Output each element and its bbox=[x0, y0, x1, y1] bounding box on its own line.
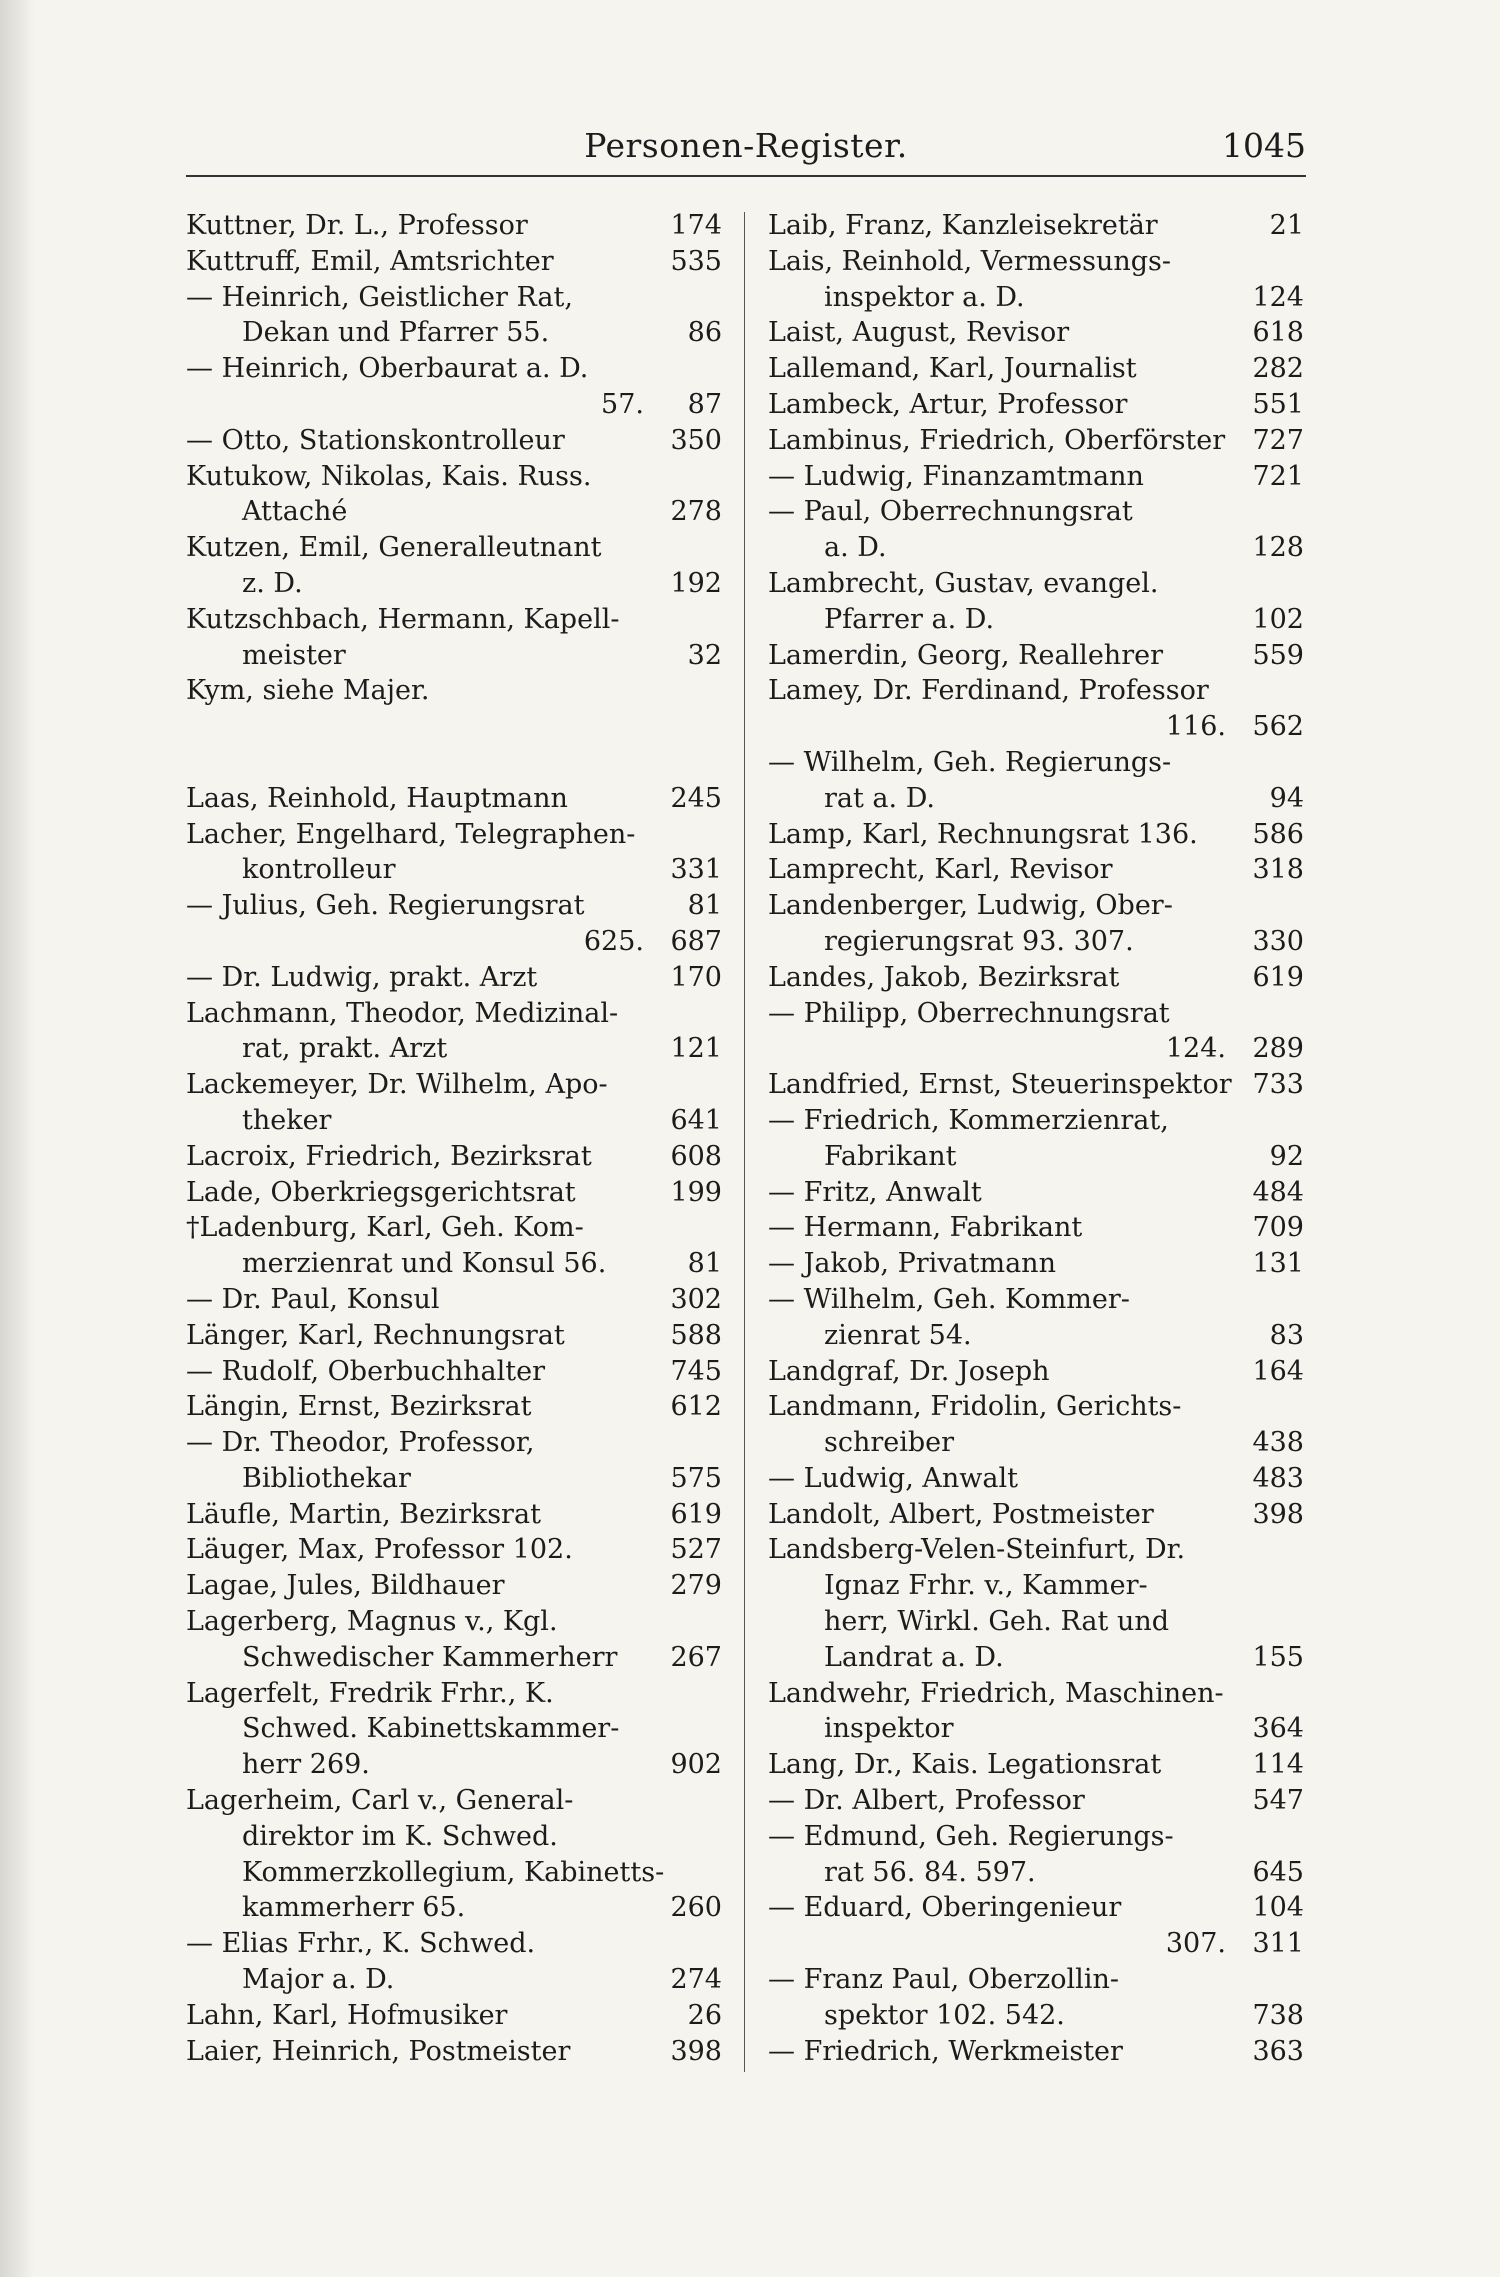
entry-page-ref: 164 bbox=[1252, 1355, 1304, 1387]
entry-text: Kutzschbach, Hermann, Kapell- bbox=[186, 603, 620, 635]
register-entry bbox=[186, 1246, 722, 1282]
register-entry bbox=[186, 1461, 722, 1497]
entry-text: Lackemeyer, Dr. Wilhelm, Apo- bbox=[186, 1069, 608, 1101]
entry-page-ref: 618 bbox=[1252, 317, 1304, 349]
register-entry bbox=[186, 1067, 722, 1103]
register-entry bbox=[768, 387, 1304, 423]
entry-page-ref: 619 bbox=[1252, 961, 1304, 993]
entry-text: direktor im K. Schwed. bbox=[242, 1820, 558, 1852]
page-number: 1045 bbox=[1222, 126, 1306, 165]
register-entry bbox=[186, 1926, 722, 1962]
register-entry bbox=[186, 351, 722, 387]
entry-text: Kuttner, Dr. L., Professor bbox=[186, 210, 528, 241]
register-entry bbox=[186, 1354, 722, 1390]
register-entry bbox=[186, 1210, 722, 1246]
entry-text: — Dr. Ludwig, prakt. Arzt bbox=[186, 961, 538, 993]
register-entry bbox=[768, 1532, 1304, 1568]
entry-text: Kommerzkollegium, Kabinetts- bbox=[242, 1856, 665, 1888]
register-entry bbox=[186, 1890, 722, 1926]
entry-page-ref: 559 bbox=[1252, 639, 1304, 671]
entry-text: Schwed. Kabinettskammer- bbox=[242, 1713, 620, 1745]
entry-page-ref: 641 bbox=[670, 1104, 722, 1136]
register-entry bbox=[186, 423, 722, 459]
entry-text: — Franz Paul, Oberzollin- bbox=[768, 1964, 1119, 1996]
register-entry bbox=[768, 1819, 1304, 1855]
entry-page-ref: 535 bbox=[670, 245, 722, 277]
entry-page-ref: 83 bbox=[1269, 1319, 1304, 1351]
register-entry bbox=[186, 280, 722, 316]
register-entry bbox=[768, 566, 1304, 602]
register-entry bbox=[186, 1747, 722, 1783]
entry-text: — Ludwig, Anwalt bbox=[768, 1462, 1018, 1494]
entry-text: 625. bbox=[583, 925, 644, 957]
entry-page-ref: 608 bbox=[670, 1140, 722, 1172]
entry-text: Lahn, Karl, Hofmusiker bbox=[186, 1999, 508, 2031]
header-rule bbox=[186, 175, 1306, 177]
entry-page-ref: 547 bbox=[1252, 1785, 1304, 1817]
entry-text: z. D. bbox=[242, 567, 303, 599]
entry-page-ref: 282 bbox=[1252, 353, 1304, 385]
register-entry bbox=[186, 1819, 722, 1855]
entry-page-ref: 124 bbox=[1252, 281, 1304, 313]
entry-text: — Julius, Geh. Regierungsrat bbox=[186, 890, 585, 922]
register-entry bbox=[768, 2034, 1304, 2070]
entry-page-ref: 551 bbox=[1252, 388, 1304, 420]
entry-text: herr, Wirkl. Geh. Rat und bbox=[824, 1606, 1170, 1638]
entry-text: — Fritz, Anwalt bbox=[768, 1176, 982, 1208]
entry-text: — Elias Frhr., K. Schwed. bbox=[186, 1928, 536, 1960]
entry-text: Läufle, Martin, Bezirksrat bbox=[186, 1498, 541, 1530]
entry-text: Dekan und Pfarrer 55. bbox=[242, 317, 550, 349]
register-entry bbox=[768, 1354, 1304, 1390]
entry-text: — Dr. Albert, Professor bbox=[768, 1785, 1085, 1817]
register-entry bbox=[186, 1031, 722, 1067]
entry-page-ref: 586 bbox=[1252, 818, 1304, 850]
entry-text: — Paul, Oberrechnungsrat bbox=[768, 496, 1133, 528]
register-entry bbox=[186, 1676, 722, 1712]
register-entry bbox=[768, 1175, 1304, 1211]
register-entry bbox=[186, 1568, 722, 1604]
register-entry bbox=[768, 1926, 1304, 1962]
entry-text: — Philipp, Oberrechnungsrat bbox=[768, 997, 1170, 1029]
entry-text: Bibliothekar bbox=[242, 1462, 411, 1494]
entry-page-ref: 398 bbox=[1252, 1498, 1304, 1530]
entry-page-ref: 330 bbox=[1252, 925, 1304, 957]
register-entry bbox=[768, 852, 1304, 888]
register-entry bbox=[768, 1604, 1304, 1640]
register-entry bbox=[186, 1425, 722, 1461]
entry-text: Fabrikant bbox=[824, 1140, 957, 1172]
entry-page-ref: 902 bbox=[670, 1749, 722, 1781]
register-entry bbox=[768, 530, 1304, 566]
register-entry bbox=[186, 1103, 722, 1139]
register-entry bbox=[768, 1783, 1304, 1819]
register-entry bbox=[186, 1497, 722, 1533]
register-entry bbox=[186, 1318, 722, 1354]
register-entry bbox=[186, 1640, 722, 1676]
entry-text: rat a. D. bbox=[824, 782, 935, 814]
entry-page-ref: 26 bbox=[687, 1999, 722, 2031]
entry-text: Landmann, Fridolin, Gerichts- bbox=[768, 1391, 1182, 1423]
entry-page-ref: 483 bbox=[1252, 1462, 1304, 1494]
entry-text: Lais, Reinhold, Vermessungs- bbox=[768, 245, 1171, 277]
register-entry bbox=[186, 1175, 722, 1211]
entry-text: theker bbox=[242, 1104, 332, 1136]
entry-text: — Wilhelm, Geh. Regierungs- bbox=[768, 746, 1172, 778]
entry-text: a. D. bbox=[824, 532, 887, 564]
entry-page-ref: 192 bbox=[670, 567, 722, 599]
entry-text: — Heinrich, Oberbaurat a. D. bbox=[186, 353, 589, 385]
entry-page-ref: 92 bbox=[1269, 1140, 1304, 1172]
running-title: Personen-Register. bbox=[584, 126, 908, 165]
register-entry bbox=[186, 673, 722, 709]
entry-text: — Eduard, Oberingenieur bbox=[768, 1892, 1122, 1924]
entry-text: merzienrat und Konsul 56. bbox=[242, 1248, 607, 1280]
register-entry bbox=[768, 1890, 1304, 1926]
entry-text: Lamp, Karl, Rechnungsrat 136. bbox=[768, 818, 1198, 850]
entry-text: schreiber bbox=[824, 1427, 955, 1459]
entry-text: Laier, Heinrich, Postmeister bbox=[186, 2035, 571, 2067]
entry-text: Lagerheim, Carl v., General- bbox=[186, 1785, 574, 1817]
register-entry bbox=[768, 602, 1304, 638]
register-entry bbox=[186, 459, 722, 495]
register-entry bbox=[768, 673, 1304, 709]
register-entry bbox=[768, 1103, 1304, 1139]
entry-text: — Edmund, Geh. Regierungs- bbox=[768, 1820, 1174, 1852]
entry-text: Lambrecht, Gustav, evangel. bbox=[768, 567, 1159, 599]
register-entry bbox=[768, 1389, 1304, 1425]
entry-text: Laib, Franz, Kanzleisekretär bbox=[768, 210, 1158, 241]
entry-text: Längin, Ernst, Bezirksrat bbox=[186, 1391, 532, 1423]
register-entry bbox=[768, 1855, 1304, 1891]
entry-text: Lamerdin, Georg, Reallehrer bbox=[768, 639, 1163, 671]
register-entry bbox=[768, 1461, 1304, 1497]
entry-text: Lagerberg, Magnus v., Kgl. bbox=[186, 1606, 558, 1638]
left-column bbox=[186, 208, 722, 2069]
entry-page-ref: 331 bbox=[670, 854, 722, 886]
entry-page-ref: 612 bbox=[670, 1391, 722, 1423]
register-entry bbox=[186, 996, 722, 1032]
entry-text: Lallemand, Karl, Journalist bbox=[768, 353, 1137, 385]
entry-page-ref: 267 bbox=[670, 1641, 722, 1673]
register-entry bbox=[768, 280, 1304, 316]
entry-text: Lambeck, Artur, Professor bbox=[768, 388, 1128, 420]
entry-text: Lagae, Jules, Bildhauer bbox=[186, 1570, 505, 1602]
entry-text: Laas, Reinhold, Hauptmann bbox=[186, 782, 568, 814]
entry-page-ref: 260 bbox=[670, 1892, 722, 1924]
register-entry bbox=[186, 781, 722, 817]
entry-page-ref: 87 bbox=[687, 388, 722, 420]
register-entry bbox=[186, 244, 722, 280]
register-entry bbox=[186, 494, 722, 530]
register-entry bbox=[186, 387, 722, 423]
entry-page-ref: 738 bbox=[1252, 1999, 1304, 2031]
entry-page-ref: 21 bbox=[1269, 210, 1304, 241]
register-entry bbox=[186, 888, 722, 924]
register-entry bbox=[186, 2034, 722, 2070]
register-entry bbox=[768, 1747, 1304, 1783]
entry-text: Landenberger, Ludwig, Ober- bbox=[768, 890, 1173, 922]
register-entry bbox=[186, 1282, 722, 1318]
entry-page-ref: 438 bbox=[1252, 1427, 1304, 1459]
entry-text: — Friedrich, Kommerzienrat, bbox=[768, 1104, 1169, 1136]
register-entry bbox=[186, 709, 722, 745]
entry-text: Attaché bbox=[242, 496, 348, 528]
entry-page-ref: 363 bbox=[1252, 2035, 1304, 2067]
entry-page-ref: 527 bbox=[670, 1534, 722, 1566]
register-entry bbox=[768, 1067, 1304, 1103]
entry-text: Lamey, Dr. Ferdinand, Professor bbox=[768, 675, 1209, 707]
entry-page-ref: 575 bbox=[670, 1462, 722, 1494]
entry-text: Landes, Jakob, Bezirksrat bbox=[768, 961, 1120, 993]
entry-page-ref: 245 bbox=[670, 782, 722, 814]
entry-page-ref: 318 bbox=[1252, 854, 1304, 886]
entry-text: Lamprecht, Karl, Revisor bbox=[768, 854, 1113, 886]
entry-text: Kutukow, Nikolas, Kais. Russ. bbox=[186, 460, 592, 492]
register-entry bbox=[768, 315, 1304, 351]
entry-page-ref: 81 bbox=[687, 890, 722, 922]
entry-text: — Jakob, Privatmann bbox=[768, 1248, 1056, 1280]
entry-page-ref: 155 bbox=[1252, 1641, 1304, 1673]
entry-page-ref: 709 bbox=[1252, 1212, 1304, 1244]
entry-text: 307. bbox=[1165, 1928, 1226, 1960]
register-entry bbox=[186, 315, 722, 351]
entry-page-ref: 279 bbox=[670, 1570, 722, 1602]
entry-page-ref: 199 bbox=[670, 1176, 722, 1208]
entry-text: zienrat 54. bbox=[824, 1319, 972, 1351]
register-entry bbox=[186, 1998, 722, 2034]
register-entry bbox=[768, 423, 1304, 459]
entry-text: rat, prakt. Arzt bbox=[242, 1033, 448, 1065]
entry-text: herr 269. bbox=[242, 1749, 370, 1781]
register-entry bbox=[768, 1676, 1304, 1712]
register-entry bbox=[768, 960, 1304, 996]
entry-page-ref: 484 bbox=[1252, 1176, 1304, 1208]
register-entry bbox=[768, 781, 1304, 817]
entry-page-ref: 86 bbox=[687, 317, 722, 349]
register-entry bbox=[768, 638, 1304, 674]
register-entry bbox=[768, 1031, 1304, 1067]
entry-page-ref: 645 bbox=[1252, 1856, 1304, 1888]
register-entry bbox=[186, 1139, 722, 1175]
entry-text: Landfried, Ernst, Steuerinspektor bbox=[768, 1069, 1232, 1101]
entry-text: regierungsrat 93. 307. bbox=[824, 925, 1134, 957]
entry-text: kammerherr 65. bbox=[242, 1892, 466, 1924]
register-entry bbox=[768, 1425, 1304, 1461]
entry-text: Laist, August, Revisor bbox=[768, 317, 1070, 349]
page-header bbox=[186, 118, 1306, 178]
entry-text: — Otto, Stationskontrolleur bbox=[186, 424, 565, 456]
register-entry bbox=[768, 1568, 1304, 1604]
entry-text: Länger, Karl, Rechnungsrat bbox=[186, 1319, 565, 1351]
register-entry bbox=[768, 745, 1304, 781]
register-entry bbox=[768, 208, 1304, 244]
register-entry bbox=[768, 494, 1304, 530]
register-entry bbox=[768, 459, 1304, 495]
entry-text: — Dr. Theodor, Professor, bbox=[186, 1427, 535, 1459]
right-column bbox=[768, 208, 1304, 2069]
entry-page-ref: 733 bbox=[1252, 1069, 1304, 1101]
register-entry bbox=[186, 1389, 722, 1425]
register-entry bbox=[186, 1855, 722, 1891]
register-entry bbox=[768, 1497, 1304, 1533]
entry-page-ref: 104 bbox=[1252, 1892, 1304, 1924]
entry-text: Landwehr, Friedrich, Maschinen- bbox=[768, 1677, 1224, 1709]
register-entry bbox=[186, 745, 722, 781]
entry-page-ref: 32 bbox=[687, 639, 722, 671]
entry-text: Pfarrer a. D. bbox=[824, 603, 995, 635]
entry-text: meister bbox=[242, 639, 346, 671]
entry-page-ref: 721 bbox=[1252, 460, 1304, 492]
entry-page-ref: 81 bbox=[687, 1248, 722, 1280]
register-entry bbox=[768, 817, 1304, 853]
entry-text: 124. bbox=[1165, 1033, 1226, 1065]
entry-page-ref: 588 bbox=[670, 1319, 722, 1351]
register-entry bbox=[186, 566, 722, 602]
entry-page-ref: 128 bbox=[1252, 532, 1304, 564]
register-entry bbox=[768, 1998, 1304, 2034]
entry-page-ref: 274 bbox=[670, 1964, 722, 1996]
register-entry bbox=[186, 924, 722, 960]
register-entry bbox=[768, 1640, 1304, 1676]
register-entry bbox=[186, 1783, 722, 1819]
register-entry bbox=[186, 1604, 722, 1640]
entry-text: Landsberg-Velen-Steinfurt, Dr. bbox=[768, 1534, 1186, 1566]
register-entry bbox=[186, 852, 722, 888]
entry-text: †Ladenburg, Karl, Geh. Kom- bbox=[186, 1212, 584, 1244]
entry-page-ref: 131 bbox=[1252, 1248, 1304, 1280]
entry-text: inspektor bbox=[824, 1713, 954, 1745]
entry-page-ref: 170 bbox=[670, 961, 722, 993]
register-entry bbox=[186, 1532, 722, 1568]
entry-text: 116. bbox=[1165, 711, 1226, 743]
entry-page-ref: 278 bbox=[670, 496, 722, 528]
entry-text: — Friedrich, Werkmeister bbox=[768, 2035, 1123, 2067]
entry-text: Lagerfelt, Fredrik Frhr., K. bbox=[186, 1677, 554, 1709]
register-entry bbox=[768, 1962, 1304, 1998]
entry-page-ref: 121 bbox=[670, 1033, 722, 1065]
entry-text: kontrolleur bbox=[242, 854, 396, 886]
entry-text: — Ludwig, Finanzamtmann bbox=[768, 460, 1144, 492]
entry-text: Lambinus, Friedrich, Oberförster bbox=[768, 424, 1226, 456]
entry-text: Lacroix, Friedrich, Bezirksrat bbox=[186, 1140, 592, 1172]
register-entry bbox=[768, 996, 1304, 1032]
entry-text: 57. bbox=[601, 388, 644, 420]
register-entry bbox=[186, 1711, 722, 1747]
entry-text: Lacher, Engelhard, Telegraphen- bbox=[186, 818, 636, 850]
register-entry bbox=[186, 1962, 722, 1998]
entry-page-ref: 364 bbox=[1252, 1713, 1304, 1745]
entry-text: Landolt, Albert, Postmeister bbox=[768, 1498, 1154, 1530]
register-entry bbox=[768, 1246, 1304, 1282]
entry-page-ref: 289 bbox=[1252, 1033, 1304, 1065]
register-entry bbox=[768, 924, 1304, 960]
register-entry bbox=[186, 638, 722, 674]
entry-text: Landgraf, Dr. Joseph bbox=[768, 1355, 1050, 1387]
entry-text: Lade, Oberkriegsgerichtsrat bbox=[186, 1176, 576, 1208]
entry-text: inspektor a. D. bbox=[824, 281, 1025, 313]
entry-text: — Heinrich, Geistlicher Rat, bbox=[186, 281, 573, 313]
entry-page-ref: 94 bbox=[1269, 782, 1304, 814]
entry-text: rat 56. 84. 597. bbox=[824, 1856, 1036, 1888]
register-entry bbox=[768, 1139, 1304, 1175]
entry-text: spektor 102. 542. bbox=[824, 1999, 1065, 2031]
entry-page-ref: 174 bbox=[670, 210, 722, 241]
entry-page-ref: 687 bbox=[670, 925, 722, 957]
entry-text: Kutzen, Emil, Generalleutnant bbox=[186, 532, 602, 564]
entry-text: — Wilhelm, Geh. Kommer- bbox=[768, 1283, 1130, 1315]
scan-margin bbox=[0, 0, 34, 2277]
entry-text: Lachmann, Theodor, Medizinal- bbox=[186, 997, 619, 1029]
entry-page-ref: 102 bbox=[1252, 603, 1304, 635]
entry-text: Ignaz Frhr. v., Kammer- bbox=[824, 1570, 1148, 1602]
register-entry bbox=[768, 1318, 1304, 1354]
entry-page-ref: 398 bbox=[670, 2035, 722, 2067]
column-divider bbox=[744, 212, 745, 2072]
entry-page-ref: 302 bbox=[670, 1283, 722, 1315]
entry-text: — Rudolf, Oberbuchhalter bbox=[186, 1355, 546, 1387]
entry-text: — Hermann, Fabrikant bbox=[768, 1212, 1083, 1244]
entry-text: Läuger, Max, Professor 102. bbox=[186, 1534, 573, 1566]
entry-page-ref: 727 bbox=[1252, 424, 1304, 456]
entry-text: — Dr. Paul, Konsul bbox=[186, 1283, 440, 1315]
entry-page-ref: 745 bbox=[670, 1355, 722, 1387]
entry-text: Schwedischer Kammerherr bbox=[242, 1641, 618, 1673]
entry-page-ref: 562 bbox=[1252, 711, 1304, 743]
register-entry bbox=[768, 1210, 1304, 1246]
register-entry bbox=[768, 709, 1304, 745]
register-entry bbox=[768, 1282, 1304, 1318]
register-entry bbox=[768, 888, 1304, 924]
register-entry bbox=[768, 1711, 1304, 1747]
entry-text: Kuttruff, Emil, Amtsrichter bbox=[186, 245, 554, 277]
entry-text: Lang, Dr., Kais. Legationsrat bbox=[768, 1749, 1162, 1781]
register-entry bbox=[768, 244, 1304, 280]
entry-page-ref: 350 bbox=[670, 424, 722, 456]
register-entry bbox=[768, 351, 1304, 387]
entry-page-ref: 311 bbox=[1252, 1928, 1304, 1960]
entry-page-ref: 114 bbox=[1252, 1749, 1304, 1781]
entry-text: Landrat a. D. bbox=[824, 1641, 1004, 1673]
entry-page-ref: 619 bbox=[670, 1498, 722, 1530]
register-entry bbox=[186, 817, 722, 853]
register-entry bbox=[186, 960, 722, 996]
register-entry bbox=[186, 530, 722, 566]
entry-text: Kym, siehe Majer. bbox=[186, 675, 430, 707]
entry-text: Major a. D. bbox=[242, 1964, 395, 1996]
register-entry bbox=[186, 602, 722, 638]
register-entry bbox=[186, 208, 722, 244]
